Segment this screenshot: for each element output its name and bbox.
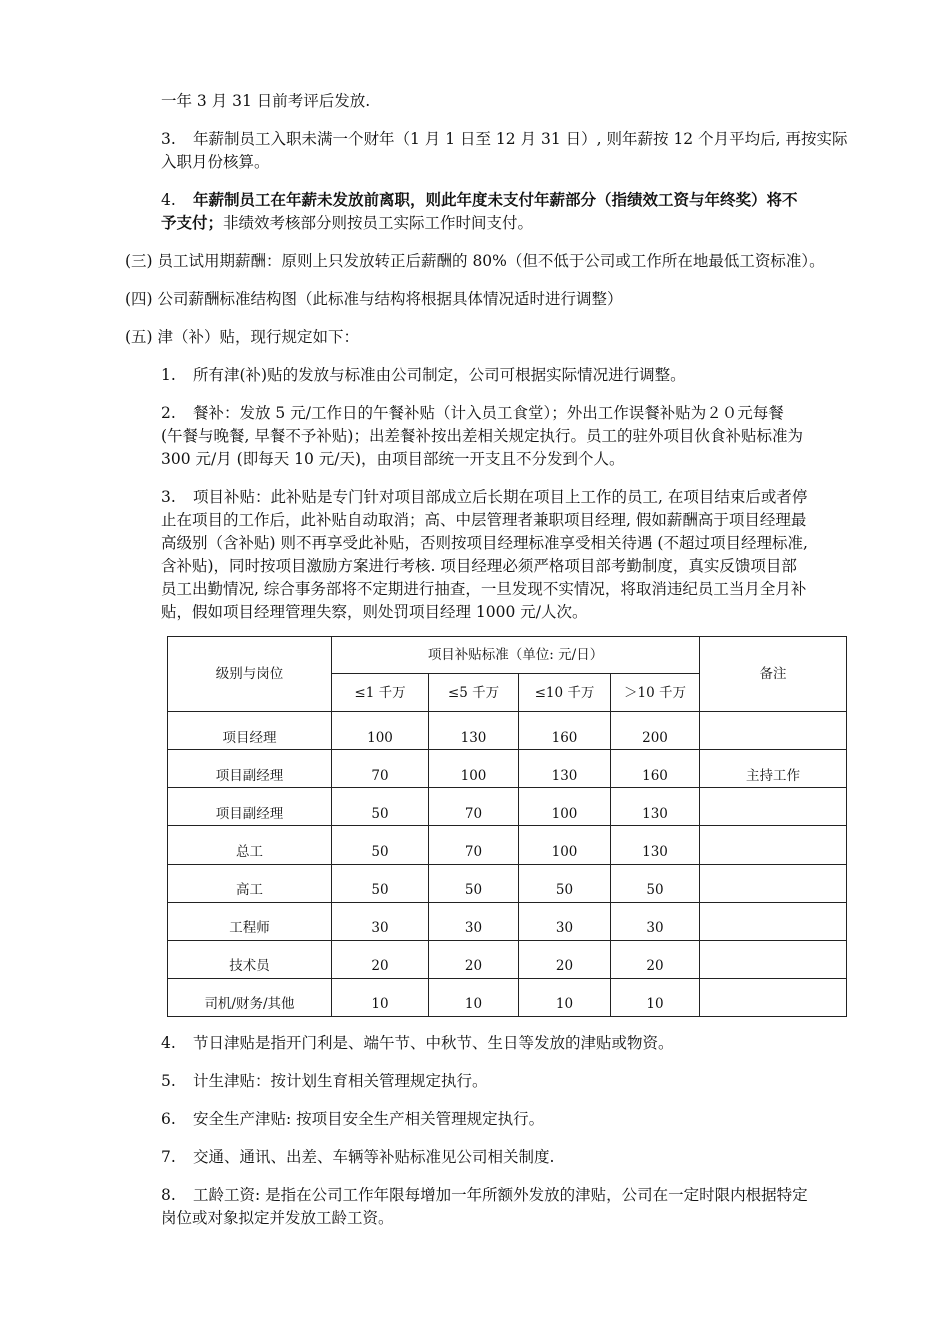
allowance-item-1 [161,364,686,386]
value-cell: 130 [519,750,611,788]
note-cell [700,978,847,1016]
value-cell: 100 [519,826,611,864]
value-cell: 10 [519,978,611,1016]
item-text: 餐补：发放 5 元/工作日的午餐补贴（计入员工食堂）；外出工作误餐补贴为２０元每餐 [193,404,784,422]
allowance-item-7 [161,1146,554,1168]
value-cell: 100 [429,750,519,788]
note-cell [700,940,847,978]
allowance-item-8-line-2: 岗位或对象拟定并发放工龄工资。 [161,1209,394,1227]
value-cell: 30 [332,902,429,940]
tier-header: ＞10 千万 [611,674,700,712]
item-number: 8. [161,1186,176,1204]
item-number: 1. [161,366,176,384]
value-cell: 20 [332,940,429,978]
role-cell: 项目副经理 [168,788,332,826]
value-cell: 30 [429,902,519,940]
allowance-item-2-line-3: 300 元/月 (即每天 10 元/天)，由项目部统一开支且不分发到个人。 [161,450,625,468]
value-cell: 50 [519,864,611,902]
table-header-row [168,637,847,674]
item-number: 4. [161,1034,176,1052]
value-cell: 100 [519,788,611,826]
table-row [168,902,847,940]
table-row [168,978,847,1016]
project-allowance-table [167,636,847,1017]
allowance-item-2-line-2: (午餐与晚餐, 早餐不予补贴)；出差餐补按出差相关规定执行。员工的驻外项目伙食补贴标准为 [161,427,803,445]
value-cell: 10 [429,978,519,1016]
role-cell: 项目副经理 [168,750,332,788]
section-3-probation-pay: (三) 员工试用期薪酬：原则上只发放转正后薪酬的 80%（但不低于公司或工作所在地最低工资标准）。 [125,252,825,270]
value-cell: 200 [611,712,700,750]
item-text: 交通、通讯、出差、车辆等补贴标准见公司相关制度. [193,1148,555,1166]
item-text-bold: 予支付； [161,213,224,232]
item-text: 工龄工资: 是指在公司工作年限每增加一年所额外发放的津贴，公司在一定时限内根据特定 [193,1186,808,1204]
note-cell [700,826,847,864]
value-cell: 70 [429,788,519,826]
role-cell: 技术员 [168,940,332,978]
note-cell [700,864,847,902]
value-cell: 70 [332,750,429,788]
value-cell: 160 [519,712,611,750]
value-cell: 20 [429,940,519,978]
value-cell: 130 [611,826,700,864]
item-number: 5. [161,1072,176,1090]
value-cell: 50 [332,826,429,864]
item-text: 安全生产津贴: 按项目安全生产相关管理规定执行。 [193,1110,545,1128]
item-text: 节日津贴是指开门利是、端午节、中秋节、生日等发放的津贴或物资。 [193,1034,674,1052]
item-text: 非绩效考核部分则按员工实际工作时间支付。 [223,214,534,232]
item-number: 3. [161,488,176,506]
allowance-item-2-line-1 [161,402,784,424]
table-row [168,940,847,978]
value-cell: 70 [429,826,519,864]
item-number: 4. [161,191,176,209]
item-number: 2. [161,404,176,422]
role-cell: 高工 [168,864,332,902]
item-3-line-1 [161,128,847,150]
value-cell: 50 [332,864,429,902]
tier-header: ≤5 千万 [429,674,519,712]
header-allowance-standard: 项目补贴标准（单位: 元/日） [332,637,700,674]
value-cell: 10 [332,978,429,1016]
table-row [168,864,847,902]
allowance-item-6 [161,1108,544,1130]
role-cell: 工程师 [168,902,332,940]
note-cell [700,788,847,826]
table-row [168,712,847,750]
item-text: 所有津(补)贴的发放与标准由公司制定，公司可根据实际情况进行调整。 [193,366,686,384]
header-note: 备注 [700,637,847,712]
item-number: 7. [161,1148,176,1166]
value-cell: 130 [429,712,519,750]
value-cell: 50 [429,864,519,902]
item-4-line-1 [161,189,798,211]
value-cell: 30 [519,902,611,940]
allowance-item-5 [161,1070,488,1092]
table-row [168,826,847,864]
tier-header: ≤10 千万 [519,674,611,712]
value-cell: 50 [611,864,700,902]
item-number: 6. [161,1110,176,1128]
section-4-pay-structure: (四) 公司薪酬标准结构图（此标准与结构将根据具体情况适时进行调整） [125,290,623,308]
role-cell: 司机/财务/其他 [168,978,332,1016]
allowance-item-8-line-1 [161,1184,808,1206]
value-cell: 130 [611,788,700,826]
item-3-line-2: 入职月份核算。 [161,153,270,171]
role-cell: 总工 [168,826,332,864]
allowance-item-4 [161,1032,674,1054]
note-cell [700,902,847,940]
allowance-item-3-line-2: 止在项目的工作后，此补贴自动取消；高、中层管理者兼职项目经理, 假如薪酬高于项目经理最 [161,511,807,529]
paragraph-continuation: 一年 3 月 31 日前考评后发放. [161,92,371,110]
value-cell: 10 [611,978,700,1016]
table-row [168,788,847,826]
note-cell: 主持工作 [700,750,847,788]
value-cell: 20 [611,940,700,978]
section-5-allowances: (五) 津（补）贴，现行规定如下： [125,328,360,346]
allowance-item-3-line-1 [161,486,807,508]
table-row [168,750,847,788]
allowance-item-3-line-3: 高级别（含补贴) 则不再享受此补贴，否则按项目经理标准享受相关待遇 (不超过项目经理标准, [161,534,808,552]
role-cell: 项目经理 [168,712,332,750]
item-4-line-2 [161,212,533,234]
note-cell [700,712,847,750]
value-cell: 160 [611,750,700,788]
allowance-item-3-line-4: 含补贴)，同时按项目激励方案进行考核. 项目经理必须严格项目部考勤制度，真实反馈项目部 [161,557,797,575]
item-number: 3. [161,130,176,148]
value-cell: 100 [332,712,429,750]
allowance-item-3-line-5: 员工出勤情况, 综合事务部将不定期进行抽查，一旦发现不实情况，将取消违纪员工当月全月补 [161,580,807,598]
allowance-item-3-line-6: 贴，假如项目经理管理失察，则处罚项目经理 1000 元/人次。 [161,603,588,621]
value-cell: 20 [519,940,611,978]
item-text: 计生津贴：按计划生育相关管理规定执行。 [193,1072,488,1090]
item-text: 项目补贴：此补贴是专门针对项目部成立后长期在项目上工作的员工, 在项目结束后或者停 [193,488,808,506]
tier-header: ≤1 千万 [332,674,429,712]
value-cell: 50 [332,788,429,826]
item-text: 年薪制员工入职未满一个财年（1 月 1 日至 12 月 31 日）, 则年薪按 12 个月平均后, 再按实际 [193,130,848,148]
item-text-bold: 年薪制员工在年薪未发放前离职，则此年度未支付年薪部分（指绩效工资与年终奖）将不 [193,190,798,209]
value-cell: 30 [611,902,700,940]
header-level-position: 级别与岗位 [168,637,332,712]
